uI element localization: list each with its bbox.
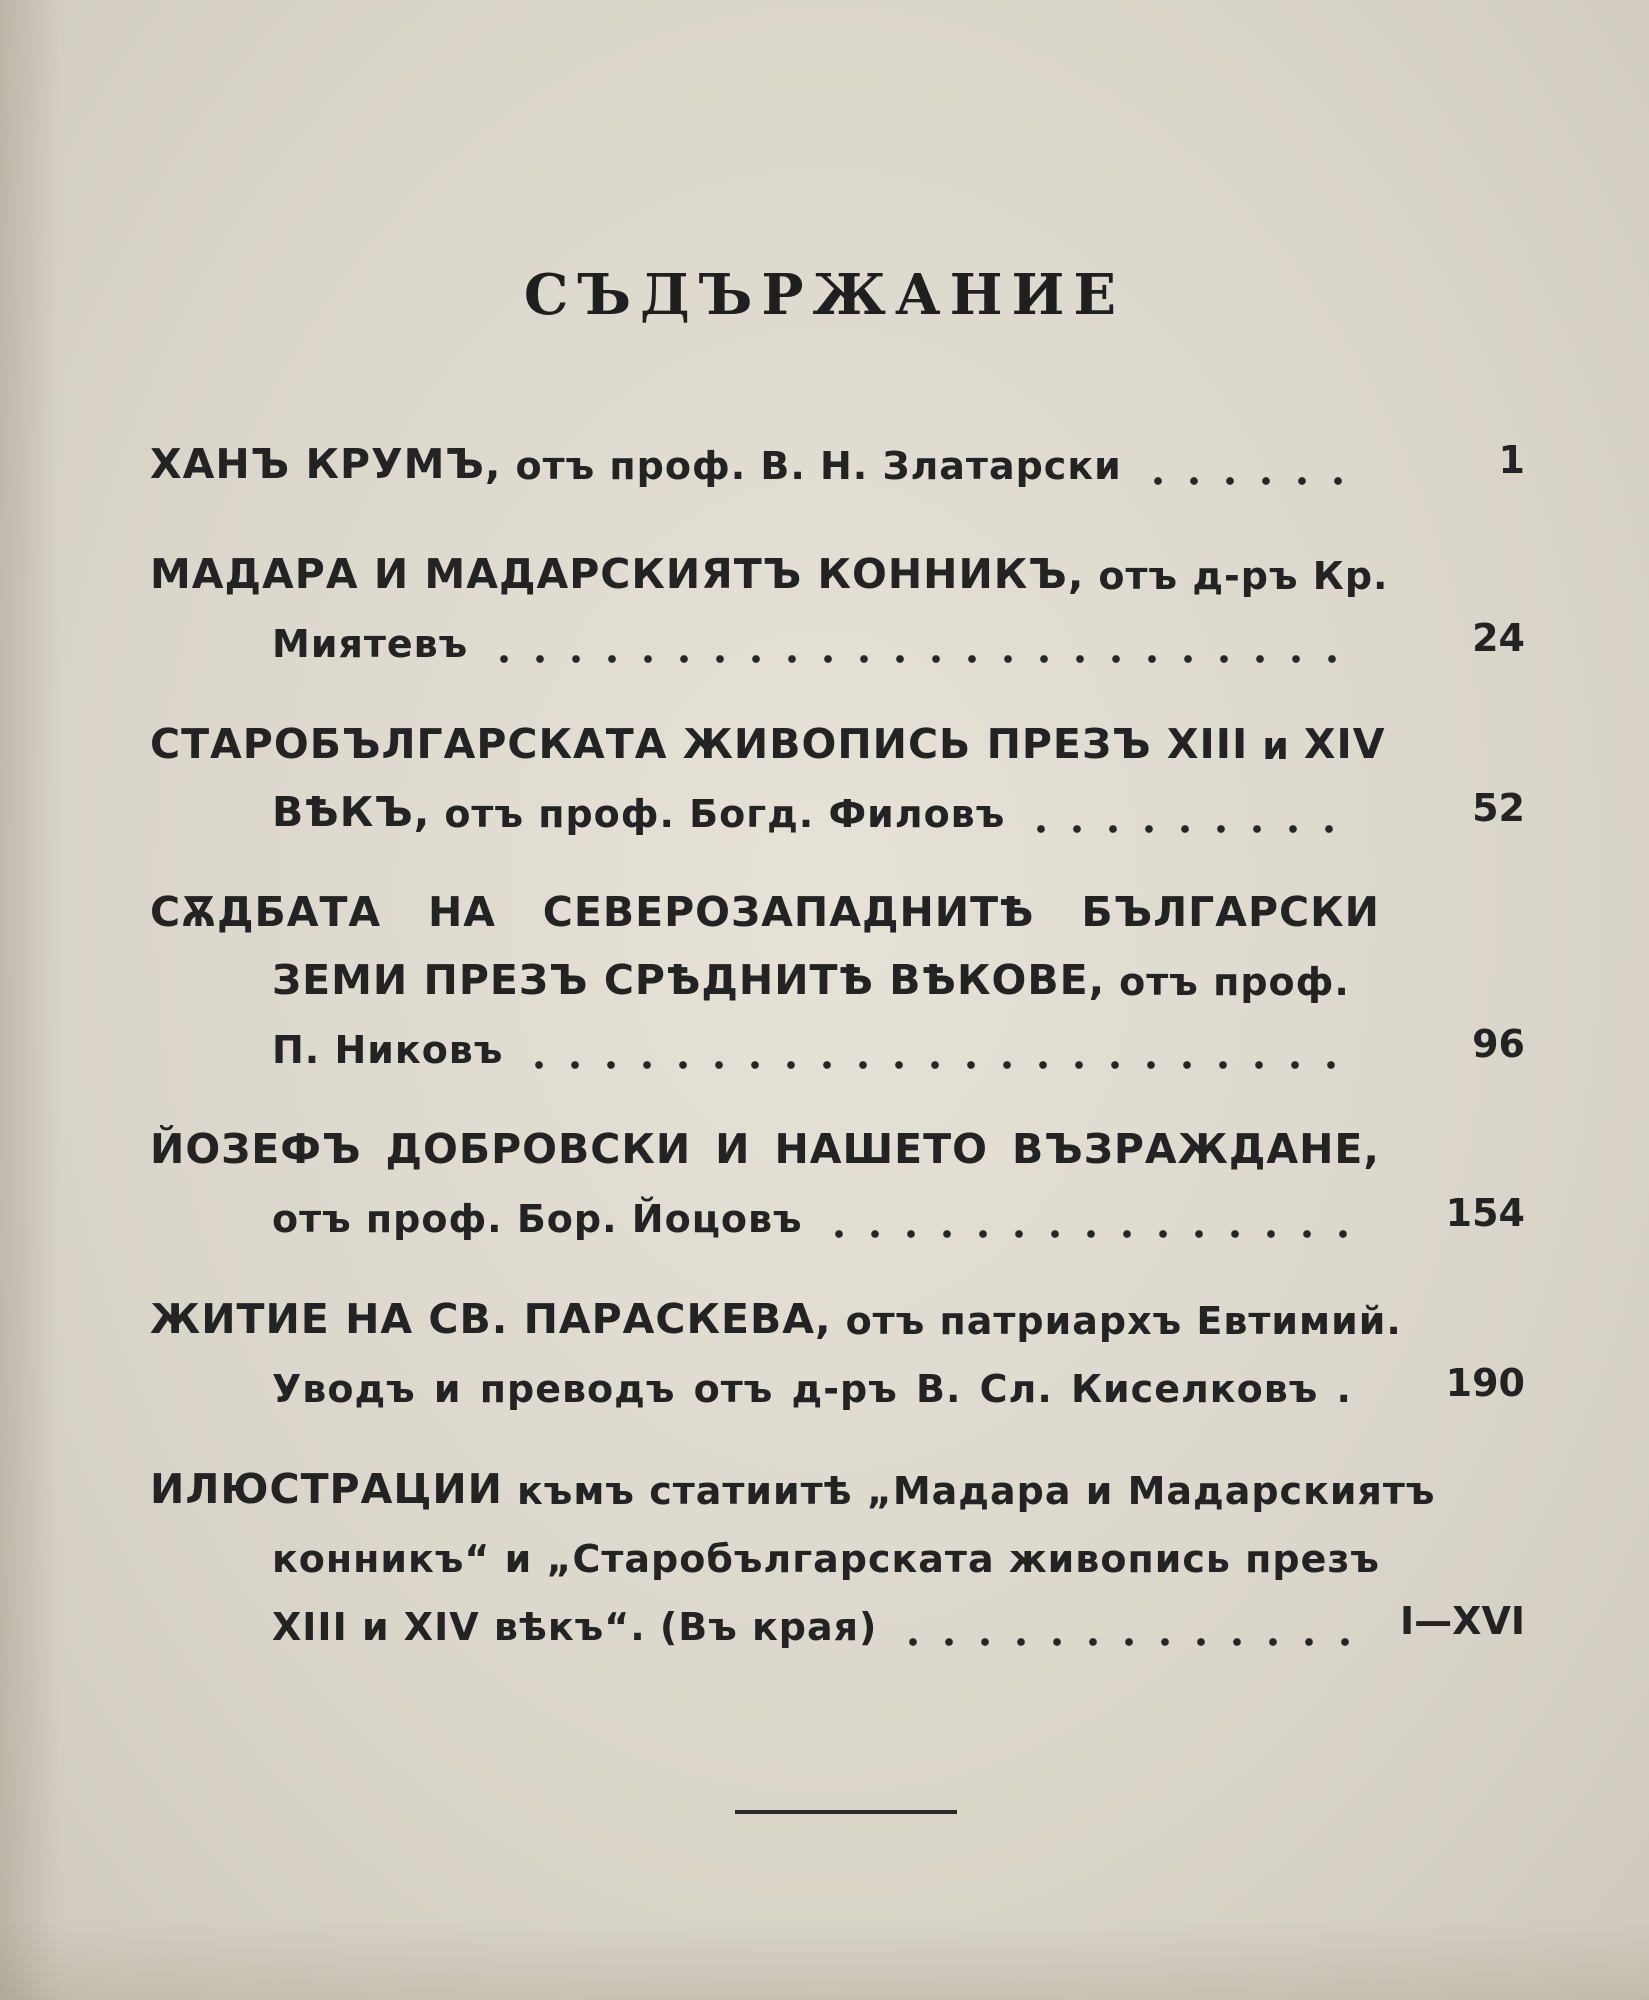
toc-line — [150, 1445, 1525, 1513]
toc-entry — [150, 1275, 1525, 1411]
toc-entry — [150, 1105, 1525, 1241]
dot-leader — [486, 620, 1351, 666]
toc-entry — [150, 868, 1525, 1072]
toc-line — [150, 868, 1380, 936]
entry-author: отъ д-ръ Кр. — [1098, 554, 1389, 598]
word: презъ — [1245, 1537, 1380, 1581]
entry-title-word: ВЪЗРАЖДАНЕ, — [1011, 1125, 1380, 1173]
entry-author: Миятевъ — [272, 622, 469, 666]
entry-title-word: НА — [427, 888, 496, 936]
entry-title-word: СѪДБАТА — [150, 888, 382, 936]
toc-entry — [150, 420, 1525, 488]
page-bottom-shadow — [0, 1920, 1649, 2000]
word: Уводъ — [272, 1367, 416, 1411]
entry-title-word: БЪЛГАРСКИ — [1081, 888, 1380, 936]
entry-author: отъ проф. Бор. Йоцовъ — [272, 1197, 803, 1241]
word: д-ръ — [791, 1367, 898, 1411]
page-number: 1 — [1498, 438, 1525, 482]
word: живопись — [1008, 1537, 1231, 1581]
toc-entry — [150, 700, 1525, 836]
word: Киселковъ — [1070, 1367, 1319, 1411]
entry-subtitle — [272, 1367, 1352, 1411]
dot-leader — [521, 1026, 1351, 1072]
toc-line — [150, 1513, 1525, 1581]
entry-title: ИЛЮСТРАЦИИ — [150, 1465, 503, 1513]
entry-title-word: ЙОЗЕФЪ — [150, 1125, 362, 1173]
entry-title-word: ДОБРОВСКИ — [385, 1125, 692, 1173]
entry-text-line — [272, 1537, 1380, 1581]
toc-line — [150, 768, 1525, 836]
entry-title: XIV — [1303, 720, 1386, 768]
toc-line — [150, 420, 1525, 488]
word: конникъ“ — [272, 1537, 491, 1581]
page-number: 52 — [1472, 786, 1525, 830]
entry-text: XIII и XIV вѣкъ“. (Въ края) — [272, 1605, 878, 1649]
dot-leader — [895, 1603, 1351, 1649]
entry-author: отъ проф. — [1119, 960, 1350, 1004]
toc-entry — [150, 530, 1525, 666]
toc-line — [150, 598, 1525, 666]
entry-title: ВѢКЪ, — [272, 788, 431, 836]
toc-line — [150, 1105, 1380, 1173]
toc-line — [150, 1004, 1525, 1072]
page-number: 24 — [1472, 616, 1525, 660]
word: преводъ — [479, 1367, 676, 1411]
entry-title-word: И — [715, 1125, 751, 1173]
word: отъ — [693, 1367, 774, 1411]
toc-line — [150, 1343, 1525, 1411]
entry-author: отъ проф. В. Н. Златарски — [515, 444, 1122, 488]
entry-title-word: НАШЕТО — [774, 1125, 988, 1173]
word: . — [1336, 1367, 1352, 1411]
toc-line — [150, 1173, 1525, 1241]
dot-leader — [1140, 442, 1351, 488]
entry-title: ЗЕМИ ПРЕЗЪ СРѢДНИТѢ ВѢКОВЕ, — [272, 956, 1106, 1004]
entry-author: отъ проф. Богд. Филовъ — [444, 792, 1006, 836]
entry-title-word: СЕВЕРОЗАПАДНИТѢ — [542, 888, 1035, 936]
toc-entry — [150, 1445, 1525, 1649]
word: „Старобългарската — [546, 1537, 995, 1581]
page-title: СЪДЪРЖАНИЕ — [523, 262, 1126, 328]
entry-text: къмъ статиитѣ „Мадара и Мадарскиятъ — [517, 1469, 1436, 1513]
word: и — [433, 1367, 462, 1411]
dot-leader — [821, 1195, 1351, 1241]
entry-author: отъ патриархъ Евтимий. — [845, 1299, 1402, 1343]
page-number: 96 — [1472, 1022, 1525, 1066]
dot-leader — [1023, 790, 1351, 836]
page-number: 190 — [1445, 1361, 1525, 1405]
entry-title: ЖИТИЕ НА СВ. ПАРАСКЕВА, — [150, 1295, 832, 1343]
word: Сл. — [979, 1367, 1053, 1411]
entry-title: МАДАРА И МАДАРСКИЯТЪ КОННИКЪ, — [150, 550, 1085, 598]
page-number: I—XVI — [1400, 1599, 1525, 1643]
entry-title: СТАРОБЪЛГАРСКАТА ЖИВОПИСЬ ПРЕЗЪ XIII — [150, 720, 1249, 768]
toc-line — [150, 1275, 1525, 1343]
entry-title: ХАНЪ КРУМЪ, — [150, 440, 502, 488]
toc-line — [150, 1581, 1525, 1649]
page-number: 154 — [1445, 1191, 1525, 1235]
word: В. — [915, 1367, 962, 1411]
toc-line — [150, 936, 1525, 1004]
entry-author: П. Никовъ — [272, 1028, 504, 1072]
closing-rule — [735, 1810, 957, 1814]
toc-line — [150, 700, 1525, 768]
toc-line — [150, 530, 1525, 598]
word: и — [504, 1537, 533, 1581]
entry-text: и — [1262, 724, 1290, 768]
